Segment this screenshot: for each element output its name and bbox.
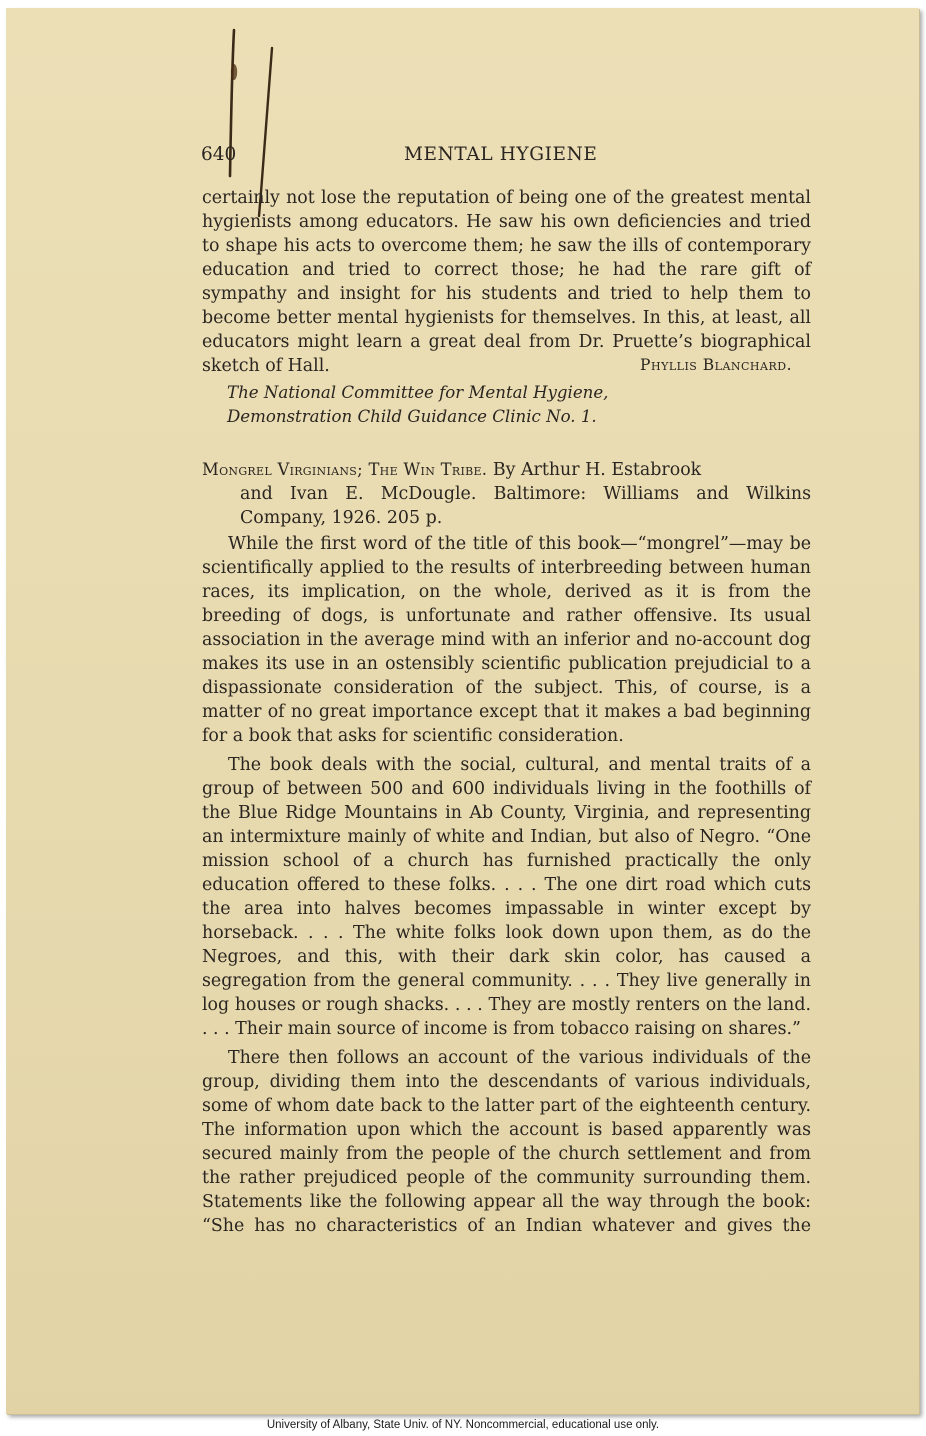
citation-publisher: Baltimore: Williams and Wilkins Company, 1926. <box>240 484 812 528</box>
page-number: 640 <box>201 144 237 165</box>
citation-authors-end: and Ivan E. McDougle. <box>240 484 477 504</box>
running-head <box>6 144 919 168</box>
citation-first-line <box>202 458 811 482</box>
citation-authors-start: By Arthur H. Estabrook <box>492 460 702 480</box>
document-page <box>6 8 919 1414</box>
ink-blot <box>231 64 237 80</box>
citation-pages: 205 p. <box>386 508 443 528</box>
book-citation <box>202 458 811 530</box>
body-paragraph: The book deals with the social, cultural, and mental traits of a group of between 500 and 600 individuals living in the foothills of the Blue Ridge Mountains in Ab County, Virginia, and representing an intermixture mainly of white and Indian, but also of Negro. “One mission school of a church has furnished practically the only education offered to these folks. . . . The one dirt road which cuts the area into halves becomes impassable in winter except by horseback. . . . The white folks look down upon them, as do the Negroes, and this, with their dark skin color, has caused a segregation from the general community. . . . They live generally in log houses or rough shacks. . . . They are mostly renters on the land. . . . Their main source of income is from tobacco raising on shares.” <box>202 755 811 1039</box>
body-paragraph: While the first word of the title of this book—“mongrel”—may be scientifically applied to the results of interbreeding between human races, its implication, on the whole, derived as it is from the breeding of dogs, is unfortunate and rather offensive. Its usual association in the average mind with an inferior and no-account dog makes its use in an ostensibly scientific publication prejudicial to a dispassionate consideration of the subject. This, of course, is a matter of no great importance except that it makes a bad beginning for a book that asks for scientific consideration. <box>202 534 811 746</box>
citation-continuation <box>240 482 811 530</box>
affiliation-line-1: The National Committee for Mental Hygiene, <box>227 383 609 402</box>
journal-title: MENTAL HYGIENE <box>404 144 598 165</box>
usage-credit: University of Albany, State Univ. of NY. Noncommercial, educational use only. <box>266 1419 660 1431</box>
body-paragraph: There then follows an account of the various individuals of the group, dividing them into the descendants of various individuals, some of whom date back to the latter part of the eighteenth century. The information upon which the account is based apparently was secured mainly from the people of the church settlement and from the rather prejudiced people of the community surrounding them. Statements like the following appear all the way through the book: “She has no characteristics of an Indian whatever and gives the <box>202 1048 811 1236</box>
citation-title: Mongrel Virginians; The Win Tribe. <box>202 460 488 479</box>
reviewer-signature: Phyllis Blanchard. <box>640 356 792 374</box>
affiliation-line-2: Demonstration Child Guidance Clinic No. 1. <box>227 407 597 426</box>
closing-paragraph: certainly not lose the reputation of being one of the greatest mental hygienists among educators. He saw his own deficiencies and tried to shape his acts to overcome them; he saw the ills of contemporary education and tried to correct those; he had the rare gift of sympathy and insight for his students and tried to help them to become better mental hygienists for themselves. In this, at least, all educators might learn a great deal from Dr. Pruette’s biographical sketch of Hall. <box>202 188 811 376</box>
